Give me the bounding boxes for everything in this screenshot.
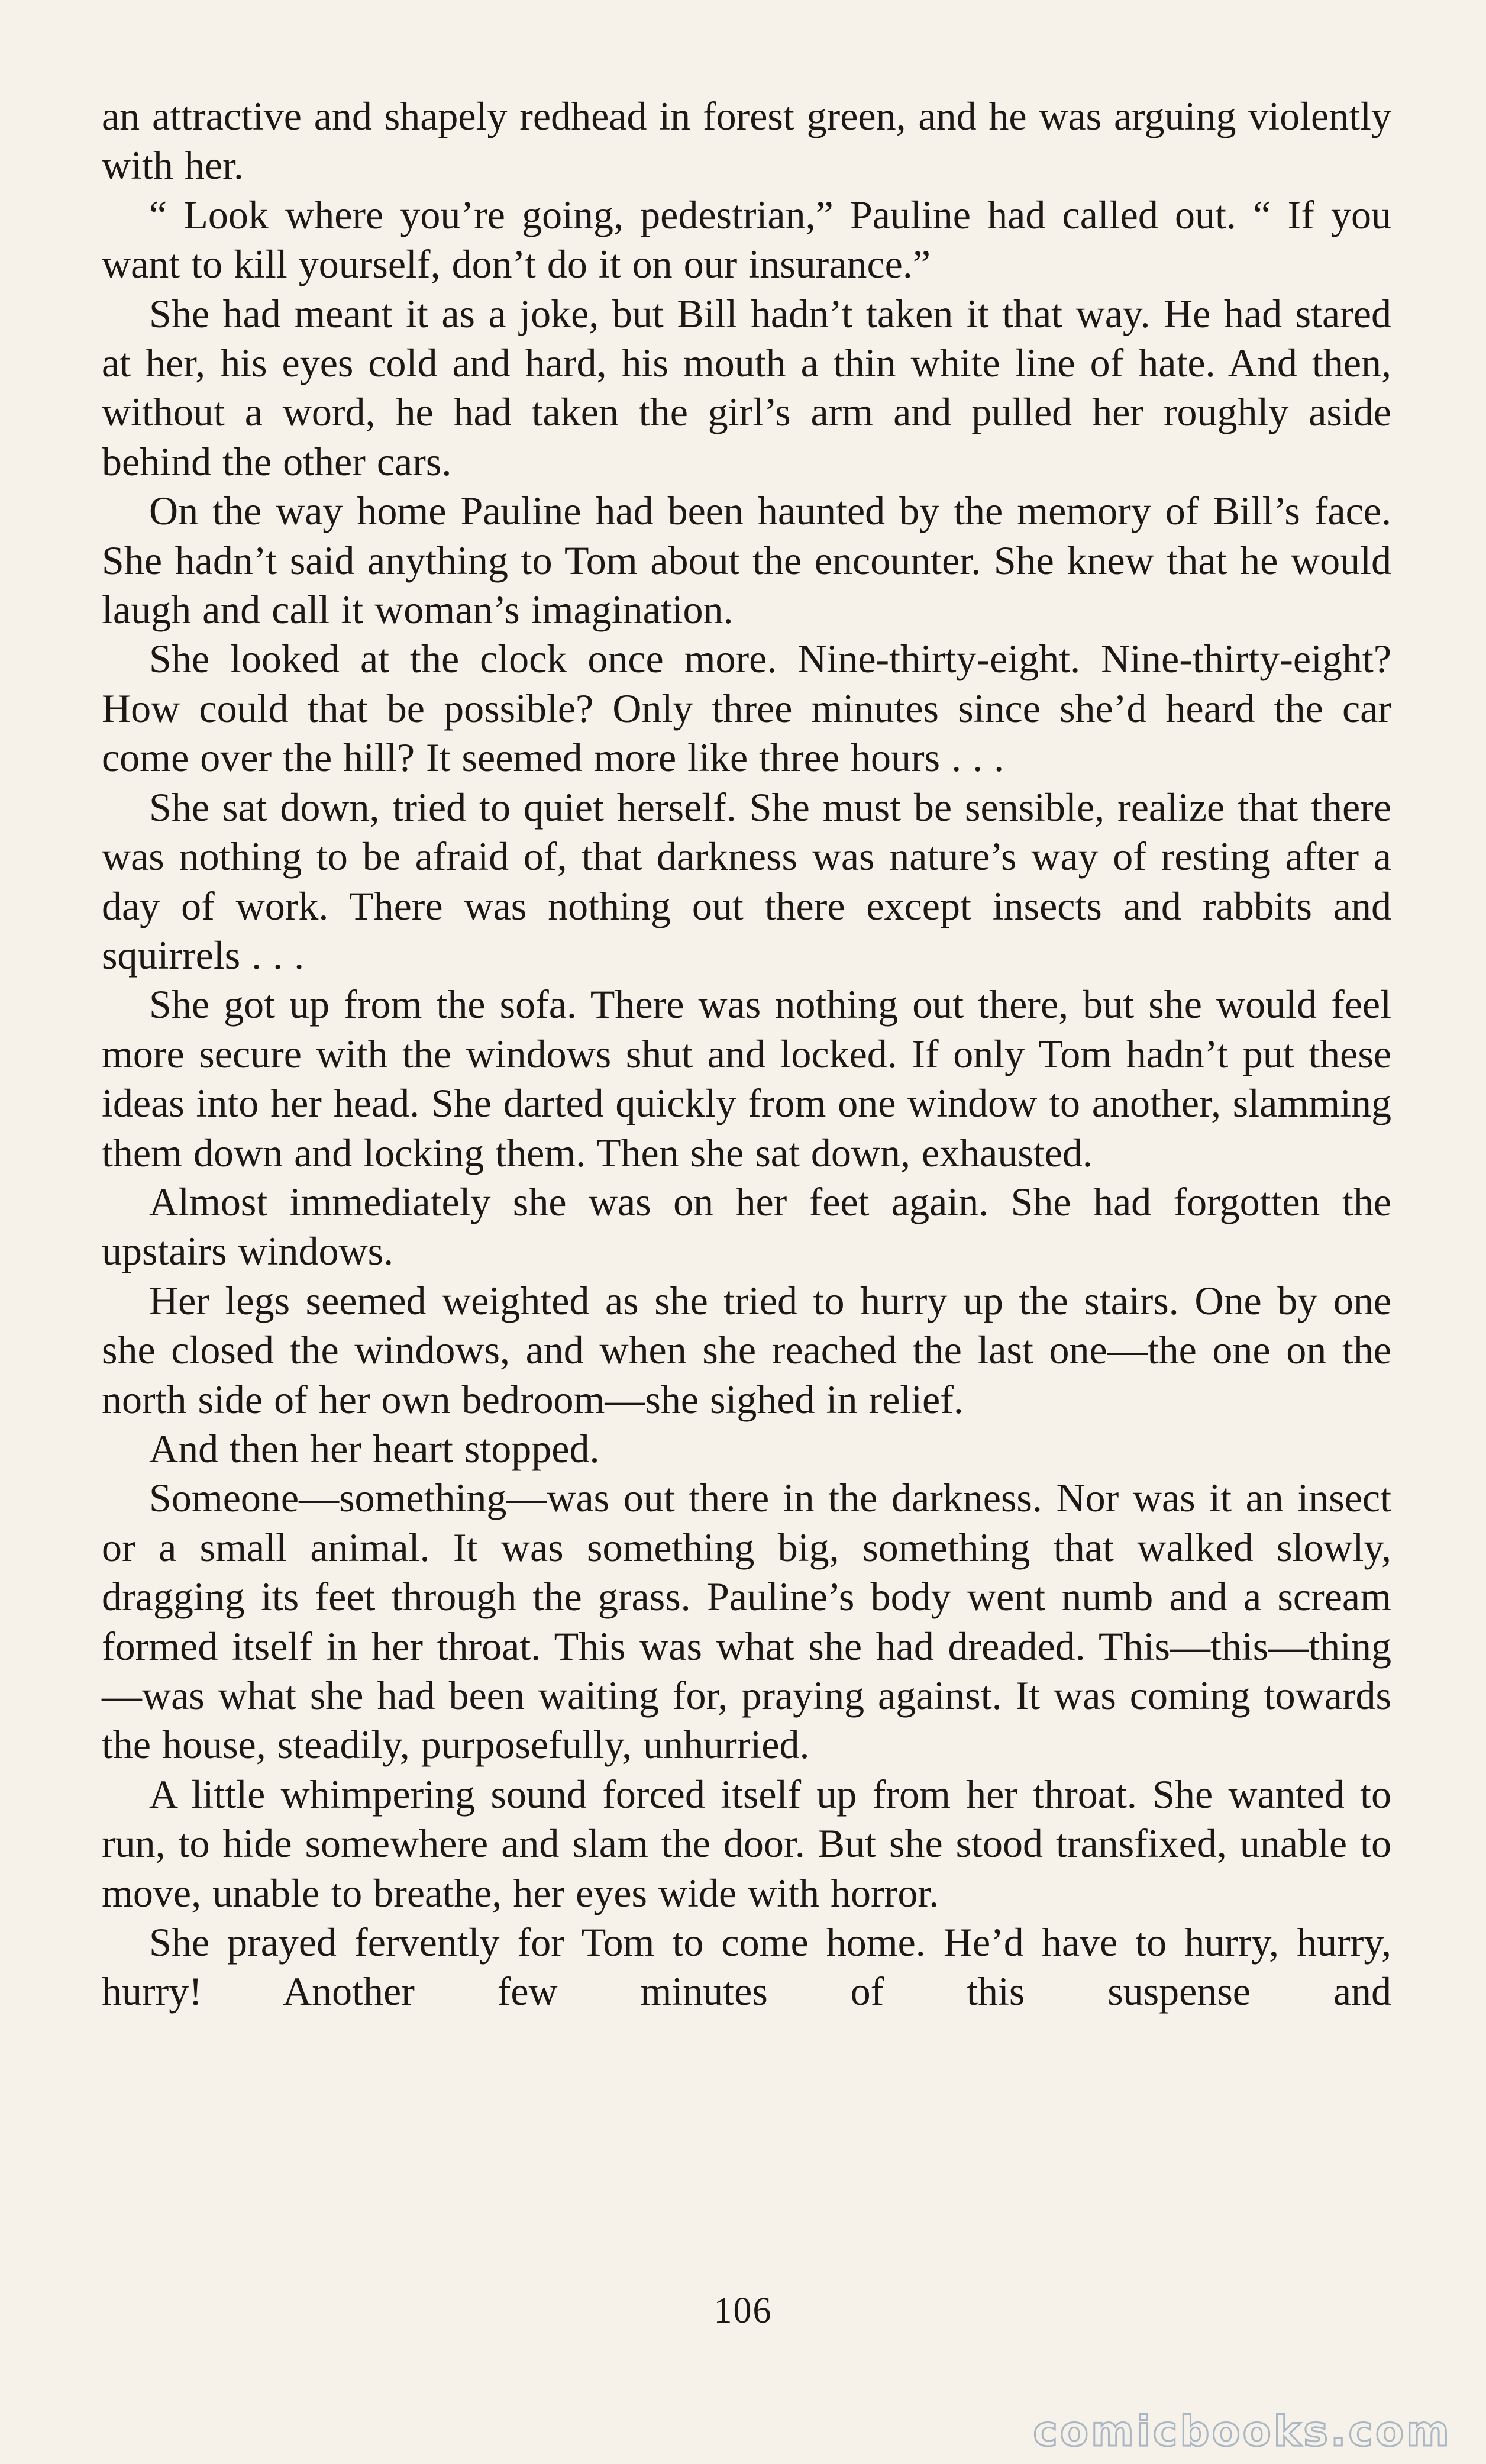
paragraph-2: “ Look where you’re going, pedestrian,” Pauline had called out. “ If you want to kill yourself, don’t do it on our insurance.”	[102, 192, 1391, 287]
paragraph-4: On the way home Pauline had been haunted by the memory of Bill’s face. She hadn’t said anything to Tom about the encounter. She knew that he would laugh and call it woman’s imagination.	[102, 488, 1391, 633]
paragraph-1: an attractive and shapely redhead in forest green, and he was arguing violently with her.	[102, 93, 1391, 188]
body-text	[102, 92, 1391, 2017]
paragraph-12: A little whimpering sound forced itself up from her throat. She wanted to run, to hide somewhere and slam the door. But she stood transfixed, unable to move, unable to breathe, her eyes wide with horror.	[102, 1771, 1391, 1915]
paragraph-8: Almost immediately she was on her feet again. She had forgotten the upstairs windows.	[102, 1179, 1391, 1274]
paragraph-11: Someone—something—was out there in the darkness. Nor was it an insect or a small animal. It was something big, something that walked slowly, dragging its feet through the grass. Pauline’s body went numb and a scream formed itself in her throat. This was what she had dreaded. This—this—thing—was what she had been waiting for, praying against. It was coming towards the house, steadily, purposefully, unhurried.	[102, 1475, 1391, 1768]
paragraph-9: Her legs seemed weighted as she tried to hurry up the stairs. One by one she closed the windows, and when she reached the last one—the one on the north side of her own bedroom—she sighed in relief.	[102, 1278, 1391, 1422]
paragraph-7: She got up from the sofa. There was nothing out there, but she would feel more secure with the windows shut and locked. If only Tom hadn’t put these ideas into her head. She darted quickly from one window to another, slamming them down and locking them. Then she sat down, exhausted.	[102, 982, 1391, 1175]
paragraph-10: And then her heart stopped.	[149, 1425, 600, 1471]
watermark: comicbooks.com	[1033, 2407, 1452, 2456]
paragraph-6: She sat down, tried to quiet herself. She must be sensible, realize that there was nothing to be afraid of, that darkness was nature’s way of resting after a day of work. There was nothing out there except insects and rabbits and squirrels . . .	[102, 784, 1391, 978]
paragraph-5: She looked at the clock once more. Nine-thirty-eight. Nine-thirty-eight? How could that be possible? Only three minutes since she’d heard the car come over the hill? It seemed more like three hours . . .	[102, 636, 1391, 781]
paragraph-3: She had meant it as a joke, but Bill hadn’t taken it that way. He had stared at her, his eyes cold and hard, his mouth a thin white line of hate. And then, without a word, he had taken the girl’s arm and pulled her roughly aside behind the other cars.	[102, 291, 1391, 484]
paragraph-13: She prayed fervently for Tom to come home. He’d have to hurry, hurry, hurry! Another few minutes of this suspense and	[102, 1920, 1391, 2014]
page-number: 106	[713, 2291, 773, 2331]
